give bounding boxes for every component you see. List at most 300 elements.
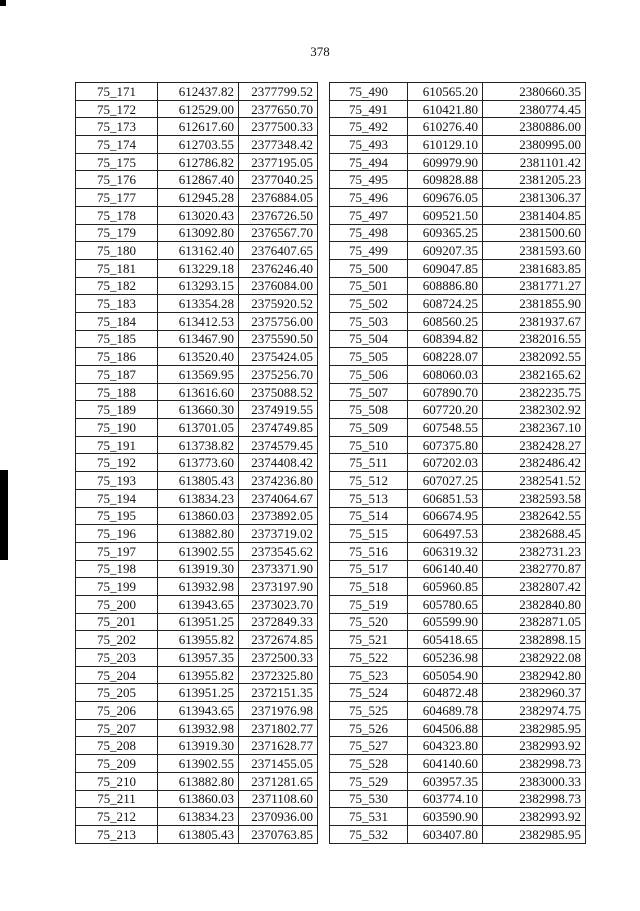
column-gap <box>318 472 330 490</box>
northing-left-cell: 2373719.02 <box>239 525 318 543</box>
northing-left-cell: 2376407.65 <box>239 242 318 260</box>
northing-left-cell: 2377195.05 <box>239 153 318 171</box>
point-id-left-cell: 75_190 <box>76 419 158 437</box>
point-id-right-cell: 75_529 <box>330 772 408 790</box>
point-id-right-cell: 75_513 <box>330 489 408 507</box>
point-id-left-cell: 75_179 <box>76 224 158 242</box>
northing-right-cell: 2381205.23 <box>483 171 586 189</box>
northing-right-cell: 2381683.85 <box>483 259 586 277</box>
northing-right-cell: 2382428.27 <box>483 436 586 454</box>
scan-edge-bar <box>0 470 8 560</box>
northing-right-cell: 2381855.90 <box>483 295 586 313</box>
table-row <box>76 436 586 454</box>
northing-right-cell: 2382642.55 <box>483 507 586 525</box>
column-gap <box>318 702 330 720</box>
easting-left-cell: 613412.53 <box>158 312 239 330</box>
point-id-right-cell: 75_495 <box>330 171 408 189</box>
scan-edge-mark <box>0 0 6 6</box>
northing-left-cell: 2373023.70 <box>239 595 318 613</box>
point-id-right-cell: 75_516 <box>330 542 408 560</box>
easting-right-cell: 610129.10 <box>408 136 483 154</box>
northing-left-cell: 2376884.05 <box>239 189 318 207</box>
column-gap <box>318 153 330 171</box>
northing-left-cell: 2372325.80 <box>239 666 318 684</box>
northing-left-cell: 2374064.67 <box>239 489 318 507</box>
column-gap <box>318 649 330 667</box>
column-gap <box>318 790 330 808</box>
easting-left-cell: 613951.25 <box>158 684 239 702</box>
easting-right-cell: 605780.65 <box>408 595 483 613</box>
point-id-right-cell: 75_517 <box>330 560 408 578</box>
easting-right-cell: 605418.65 <box>408 631 483 649</box>
table-row <box>76 525 586 543</box>
easting-right-cell: 604872.48 <box>408 684 483 702</box>
point-id-left-cell: 75_185 <box>76 330 158 348</box>
table-row <box>76 100 586 118</box>
northing-right-cell: 2382593.58 <box>483 489 586 507</box>
northing-right-cell: 2383000.33 <box>483 772 586 790</box>
point-id-left-cell: 75_182 <box>76 277 158 295</box>
table-row <box>76 348 586 366</box>
point-id-left-cell: 75_173 <box>76 118 158 136</box>
easting-left-cell: 613229.18 <box>158 259 239 277</box>
northing-right-cell: 2382731.23 <box>483 542 586 560</box>
column-gap <box>318 419 330 437</box>
point-id-left-cell: 75_213 <box>76 825 158 843</box>
northing-right-cell: 2380660.35 <box>483 83 586 101</box>
northing-right-cell: 2382960.37 <box>483 684 586 702</box>
northing-left-cell: 2373371.90 <box>239 560 318 578</box>
easting-left-cell: 613773.60 <box>158 454 239 472</box>
point-id-left-cell: 75_201 <box>76 613 158 631</box>
table-row <box>76 330 586 348</box>
easting-right-cell: 609676.05 <box>408 189 483 207</box>
point-id-left-cell: 75_199 <box>76 578 158 596</box>
point-id-right-cell: 75_503 <box>330 312 408 330</box>
point-id-left-cell: 75_175 <box>76 153 158 171</box>
northing-left-cell: 2370936.00 <box>239 808 318 826</box>
easting-right-cell: 604689.78 <box>408 702 483 720</box>
easting-left-cell: 613805.43 <box>158 825 239 843</box>
column-gap <box>318 737 330 755</box>
point-id-right-cell: 75_532 <box>330 825 408 843</box>
easting-right-cell: 606497.53 <box>408 525 483 543</box>
easting-left-cell: 613860.03 <box>158 790 239 808</box>
column-gap <box>318 401 330 419</box>
table-row <box>76 790 586 808</box>
point-id-left-cell: 75_202 <box>76 631 158 649</box>
point-id-left-cell: 75_184 <box>76 312 158 330</box>
point-id-left-cell: 75_178 <box>76 206 158 224</box>
table-row <box>76 595 586 613</box>
easting-right-cell: 607720.20 <box>408 401 483 419</box>
table-row <box>76 684 586 702</box>
northing-right-cell: 2382942.80 <box>483 666 586 684</box>
point-id-right-cell: 75_504 <box>330 330 408 348</box>
column-gap <box>318 259 330 277</box>
northing-left-cell: 2372849.33 <box>239 613 318 631</box>
table-row <box>76 277 586 295</box>
easting-right-cell: 609828.88 <box>408 171 483 189</box>
easting-right-cell: 605960.85 <box>408 578 483 596</box>
northing-right-cell: 2382165.62 <box>483 366 586 384</box>
easting-right-cell: 607202.03 <box>408 454 483 472</box>
northing-right-cell: 2382302.92 <box>483 401 586 419</box>
northing-left-cell: 2376726.50 <box>239 206 318 224</box>
easting-left-cell: 613569.95 <box>158 366 239 384</box>
column-gap <box>318 383 330 401</box>
northing-right-cell: 2381937.67 <box>483 312 586 330</box>
column-gap <box>318 507 330 525</box>
easting-right-cell: 610276.40 <box>408 118 483 136</box>
column-gap <box>318 366 330 384</box>
northing-left-cell: 2374919.55 <box>239 401 318 419</box>
table-row <box>76 259 586 277</box>
point-id-left-cell: 75_200 <box>76 595 158 613</box>
column-gap <box>318 312 330 330</box>
point-id-right-cell: 75_512 <box>330 472 408 490</box>
easting-left-cell: 613882.80 <box>158 772 239 790</box>
easting-left-cell: 613162.40 <box>158 242 239 260</box>
column-gap <box>318 489 330 507</box>
table-row <box>76 666 586 684</box>
easting-left-cell: 613943.65 <box>158 595 239 613</box>
northing-right-cell: 2382840.80 <box>483 595 586 613</box>
table-row <box>76 153 586 171</box>
column-gap <box>318 560 330 578</box>
point-id-left-cell: 75_198 <box>76 560 158 578</box>
table-row <box>76 242 586 260</box>
northing-right-cell: 2382541.52 <box>483 472 586 490</box>
point-id-left-cell: 75_193 <box>76 472 158 490</box>
point-id-right-cell: 75_527 <box>330 737 408 755</box>
easting-right-cell: 605599.90 <box>408 613 483 631</box>
column-gap <box>318 136 330 154</box>
column-gap <box>318 578 330 596</box>
easting-right-cell: 607890.70 <box>408 383 483 401</box>
point-id-right-cell: 75_511 <box>330 454 408 472</box>
easting-left-cell: 613955.82 <box>158 666 239 684</box>
table-row <box>76 472 586 490</box>
easting-right-cell: 606674.95 <box>408 507 483 525</box>
northing-left-cell: 2375256.70 <box>239 366 318 384</box>
point-id-left-cell: 75_209 <box>76 755 158 773</box>
easting-right-cell: 606140.40 <box>408 560 483 578</box>
northing-right-cell: 2382770.87 <box>483 560 586 578</box>
easting-right-cell: 603957.35 <box>408 772 483 790</box>
easting-right-cell: 609047.85 <box>408 259 483 277</box>
table-row <box>76 419 586 437</box>
northing-right-cell: 2382993.92 <box>483 808 586 826</box>
easting-right-cell: 608724.25 <box>408 295 483 313</box>
table-row <box>76 383 586 401</box>
easting-right-cell: 608060.03 <box>408 366 483 384</box>
northing-right-cell: 2382235.75 <box>483 383 586 401</box>
column-gap <box>318 436 330 454</box>
northing-left-cell: 2377650.70 <box>239 100 318 118</box>
point-id-left-cell: 75_189 <box>76 401 158 419</box>
point-id-right-cell: 75_514 <box>330 507 408 525</box>
easting-left-cell: 613860.03 <box>158 507 239 525</box>
easting-right-cell: 608228.07 <box>408 348 483 366</box>
table-row <box>76 825 586 843</box>
easting-right-cell: 603407.80 <box>408 825 483 843</box>
column-gap <box>318 242 330 260</box>
table-row <box>76 578 586 596</box>
point-id-left-cell: 75_208 <box>76 737 158 755</box>
table-row <box>76 118 586 136</box>
northing-right-cell: 2380886.00 <box>483 118 586 136</box>
point-id-left-cell: 75_211 <box>76 790 158 808</box>
point-id-right-cell: 75_506 <box>330 366 408 384</box>
easting-right-cell: 606851.53 <box>408 489 483 507</box>
northing-left-cell: 2371802.77 <box>239 719 318 737</box>
column-gap <box>318 755 330 773</box>
point-id-left-cell: 75_195 <box>76 507 158 525</box>
easting-left-cell: 612786.82 <box>158 153 239 171</box>
northing-right-cell: 2382922.08 <box>483 649 586 667</box>
northing-right-cell: 2382807.42 <box>483 578 586 596</box>
point-id-right-cell: 75_526 <box>330 719 408 737</box>
easting-right-cell: 609365.25 <box>408 224 483 242</box>
easting-right-cell: 606319.32 <box>408 542 483 560</box>
northing-right-cell: 2381101.42 <box>483 153 586 171</box>
northing-left-cell: 2371976.98 <box>239 702 318 720</box>
point-id-right-cell: 75_523 <box>330 666 408 684</box>
northing-right-cell: 2382871.05 <box>483 613 586 631</box>
point-id-right-cell: 75_524 <box>330 684 408 702</box>
table-row <box>76 808 586 826</box>
easting-left-cell: 613834.23 <box>158 808 239 826</box>
column-gap <box>318 171 330 189</box>
easting-left-cell: 613467.90 <box>158 330 239 348</box>
point-id-left-cell: 75_181 <box>76 259 158 277</box>
point-id-right-cell: 75_498 <box>330 224 408 242</box>
easting-left-cell: 613919.30 <box>158 560 239 578</box>
point-id-left-cell: 75_186 <box>76 348 158 366</box>
point-id-left-cell: 75_176 <box>76 171 158 189</box>
easting-right-cell: 608886.80 <box>408 277 483 295</box>
easting-left-cell: 613951.25 <box>158 613 239 631</box>
table-row <box>76 224 586 242</box>
northing-left-cell: 2372151.35 <box>239 684 318 702</box>
column-gap <box>318 189 330 207</box>
easting-left-cell: 613092.80 <box>158 224 239 242</box>
northing-left-cell: 2374749.85 <box>239 419 318 437</box>
point-id-right-cell: 75_509 <box>330 419 408 437</box>
table-row <box>76 737 586 755</box>
column-gap <box>318 542 330 560</box>
point-id-left-cell: 75_172 <box>76 100 158 118</box>
easting-right-cell: 604140.60 <box>408 755 483 773</box>
point-id-right-cell: 75_491 <box>330 100 408 118</box>
northing-left-cell: 2376246.40 <box>239 259 318 277</box>
point-id-left-cell: 75_204 <box>76 666 158 684</box>
point-id-right-cell: 75_520 <box>330 613 408 631</box>
northing-left-cell: 2373197.90 <box>239 578 318 596</box>
point-id-left-cell: 75_196 <box>76 525 158 543</box>
table-row <box>76 649 586 667</box>
easting-left-cell: 613520.40 <box>158 348 239 366</box>
easting-left-cell: 613919.30 <box>158 737 239 755</box>
easting-right-cell: 608394.82 <box>408 330 483 348</box>
easting-left-cell: 612703.55 <box>158 136 239 154</box>
point-id-right-cell: 75_501 <box>330 277 408 295</box>
point-id-left-cell: 75_205 <box>76 684 158 702</box>
point-id-right-cell: 75_502 <box>330 295 408 313</box>
point-id-right-cell: 75_492 <box>330 118 408 136</box>
northing-right-cell: 2382998.73 <box>483 790 586 808</box>
easting-left-cell: 613932.98 <box>158 578 239 596</box>
point-id-left-cell: 75_212 <box>76 808 158 826</box>
easting-right-cell: 610421.80 <box>408 100 483 118</box>
column-gap <box>318 206 330 224</box>
table-row <box>76 719 586 737</box>
northing-left-cell: 2372674.85 <box>239 631 318 649</box>
easting-right-cell: 609979.90 <box>408 153 483 171</box>
point-id-left-cell: 75_188 <box>76 383 158 401</box>
northing-left-cell: 2370763.85 <box>239 825 318 843</box>
table-row <box>76 454 586 472</box>
table-row <box>76 542 586 560</box>
table-row <box>76 136 586 154</box>
point-id-right-cell: 75_499 <box>330 242 408 260</box>
column-gap <box>318 684 330 702</box>
northing-right-cell: 2382016.55 <box>483 330 586 348</box>
column-gap <box>318 719 330 737</box>
point-id-right-cell: 75_497 <box>330 206 408 224</box>
northing-left-cell: 2373892.05 <box>239 507 318 525</box>
point-id-right-cell: 75_522 <box>330 649 408 667</box>
easting-right-cell: 607375.80 <box>408 436 483 454</box>
easting-right-cell: 605236.98 <box>408 649 483 667</box>
table-row <box>76 772 586 790</box>
northing-right-cell: 2382998.73 <box>483 755 586 773</box>
easting-left-cell: 612437.82 <box>158 83 239 101</box>
table-row <box>76 206 586 224</box>
column-gap <box>318 83 330 101</box>
point-id-left-cell: 75_192 <box>76 454 158 472</box>
column-gap <box>318 118 330 136</box>
easting-right-cell: 605054.90 <box>408 666 483 684</box>
northing-left-cell: 2375756.00 <box>239 312 318 330</box>
easting-right-cell: 607027.25 <box>408 472 483 490</box>
coordinate-table-body <box>76 83 586 844</box>
northing-right-cell: 2382898.15 <box>483 631 586 649</box>
table-row <box>76 171 586 189</box>
table-row <box>76 613 586 631</box>
table-row <box>76 702 586 720</box>
table-row <box>76 312 586 330</box>
point-id-right-cell: 75_531 <box>330 808 408 826</box>
point-id-left-cell: 75_203 <box>76 649 158 667</box>
easting-left-cell: 613902.55 <box>158 755 239 773</box>
point-id-left-cell: 75_174 <box>76 136 158 154</box>
easting-left-cell: 613293.15 <box>158 277 239 295</box>
column-gap <box>318 454 330 472</box>
column-gap <box>318 772 330 790</box>
northing-right-cell: 2382993.92 <box>483 737 586 755</box>
column-gap <box>318 613 330 631</box>
easting-left-cell: 612867.40 <box>158 171 239 189</box>
northing-left-cell: 2374236.80 <box>239 472 318 490</box>
point-id-left-cell: 75_187 <box>76 366 158 384</box>
northing-right-cell: 2382985.95 <box>483 825 586 843</box>
easting-right-cell: 603774.10 <box>408 790 483 808</box>
table-row <box>76 189 586 207</box>
northing-right-cell: 2381593.60 <box>483 242 586 260</box>
easting-left-cell: 613660.30 <box>158 401 239 419</box>
table-row <box>76 295 586 313</box>
column-gap <box>318 525 330 543</box>
point-id-right-cell: 75_519 <box>330 595 408 613</box>
northing-right-cell: 2382985.95 <box>483 719 586 737</box>
coordinate-table <box>75 82 586 844</box>
column-gap <box>318 595 330 613</box>
northing-right-cell: 2382688.45 <box>483 525 586 543</box>
column-gap <box>318 348 330 366</box>
table-row <box>76 489 586 507</box>
point-id-right-cell: 75_493 <box>330 136 408 154</box>
northing-right-cell: 2382486.42 <box>483 454 586 472</box>
point-id-left-cell: 75_180 <box>76 242 158 260</box>
northing-left-cell: 2371455.05 <box>239 755 318 773</box>
northing-left-cell: 2374408.42 <box>239 454 318 472</box>
easting-left-cell: 613902.55 <box>158 542 239 560</box>
northing-left-cell: 2374579.45 <box>239 436 318 454</box>
northing-left-cell: 2375088.52 <box>239 383 318 401</box>
easting-left-cell: 612945.28 <box>158 189 239 207</box>
table-row <box>76 560 586 578</box>
table-row <box>76 401 586 419</box>
easting-left-cell: 613834.23 <box>158 489 239 507</box>
easting-right-cell: 603590.90 <box>408 808 483 826</box>
point-id-right-cell: 75_525 <box>330 702 408 720</box>
northing-left-cell: 2372500.33 <box>239 649 318 667</box>
column-gap <box>318 330 330 348</box>
easting-left-cell: 613354.28 <box>158 295 239 313</box>
northing-right-cell: 2382367.10 <box>483 419 586 437</box>
point-id-right-cell: 75_494 <box>330 153 408 171</box>
easting-right-cell: 609207.35 <box>408 242 483 260</box>
northing-left-cell: 2375590.50 <box>239 330 318 348</box>
column-gap <box>318 631 330 649</box>
point-id-right-cell: 75_496 <box>330 189 408 207</box>
column-gap <box>318 808 330 826</box>
easting-left-cell: 613020.43 <box>158 206 239 224</box>
easting-right-cell: 604323.80 <box>408 737 483 755</box>
point-id-right-cell: 75_507 <box>330 383 408 401</box>
northing-left-cell: 2375920.52 <box>239 295 318 313</box>
page-number: 378 <box>310 44 330 59</box>
easting-left-cell: 613805.43 <box>158 472 239 490</box>
table-row <box>76 83 586 101</box>
easting-left-cell: 613882.80 <box>158 525 239 543</box>
point-id-right-cell: 75_528 <box>330 755 408 773</box>
easting-left-cell: 613943.65 <box>158 702 239 720</box>
northing-left-cell: 2371281.65 <box>239 772 318 790</box>
easting-right-cell: 608560.25 <box>408 312 483 330</box>
northing-left-cell: 2375424.05 <box>239 348 318 366</box>
point-id-left-cell: 75_206 <box>76 702 158 720</box>
northing-right-cell: 2380774.45 <box>483 100 586 118</box>
northing-right-cell: 2381306.37 <box>483 189 586 207</box>
easting-right-cell: 607548.55 <box>408 419 483 437</box>
column-gap <box>318 224 330 242</box>
easting-left-cell: 612617.60 <box>158 118 239 136</box>
point-id-right-cell: 75_530 <box>330 790 408 808</box>
column-gap <box>318 100 330 118</box>
